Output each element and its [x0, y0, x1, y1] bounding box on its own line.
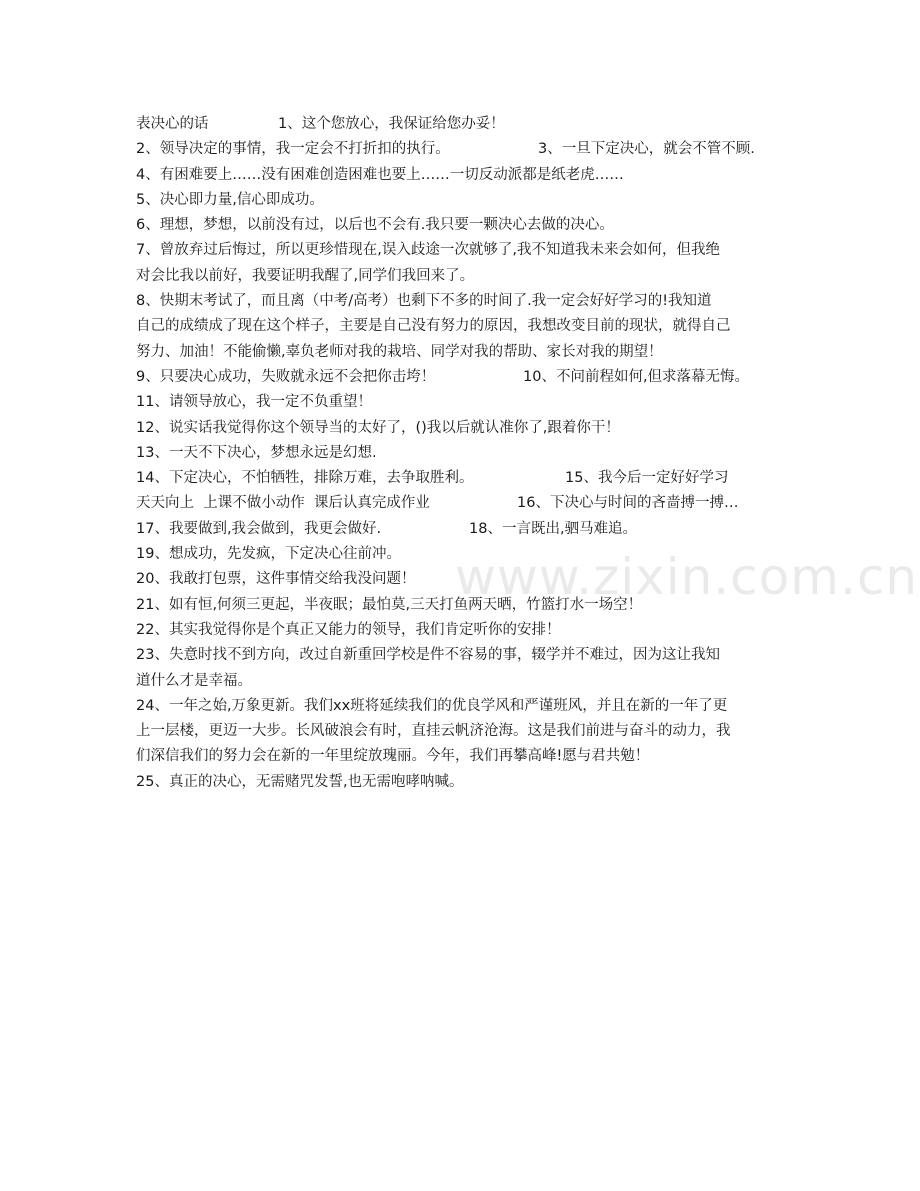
item-text: 12、说实话我觉得你这个领导当的太好了，()我以后就认准你了,跟着你干！ — [136, 419, 620, 436]
item-text: 2、领导决定的事情，我一定会不打折扣的执行。 — [136, 141, 450, 158]
item-text: 3、一旦下定决心，就会不管不顾. — [538, 141, 755, 158]
item-text: 15、我今后一定好好学习 — [565, 470, 729, 487]
text-line — [136, 188, 796, 213]
text-line — [136, 567, 796, 592]
item-text: 14、下定决心，不怕牺牲，排除万难，去争取胜利。 — [136, 470, 474, 487]
item-text: 25、真正的决心，无需赌咒发誓,也无需咆哮呐喊。 — [136, 773, 464, 790]
text-line — [136, 264, 796, 289]
item-text: 16、下决心与时间的吝啬搏一搏… — [517, 495, 739, 512]
item-text: 20、我敢打包票，这件事情交给我没问题！ — [136, 571, 416, 588]
text-line — [136, 163, 796, 188]
text-line — [136, 618, 796, 643]
item-text: 对会比我以前好，我要证明我醒了,同学们我回来了。 — [136, 267, 475, 284]
item-text: 22、其实我觉得你是个真正又能力的领导，我们肯定听你的安排！ — [136, 621, 561, 638]
item-text: 1、这个您放心，我保证给您办妥！ — [278, 116, 505, 132]
text-line — [136, 744, 796, 769]
watermark-text: www.zixin.com.cn — [455, 548, 919, 606]
item-text: 24、一年之始,万象更新。我们xx班将延续我们的优良学风和严谨班风，并且在新的一年了更 — [136, 697, 728, 714]
heading-text: 表决心的话 — [136, 116, 209, 132]
text-line — [136, 643, 796, 668]
text-line — [136, 491, 796, 516]
item-text: 19、想成功，先发疯，下定决心往前冲。 — [136, 546, 401, 563]
text-line — [136, 719, 796, 744]
text-line — [136, 694, 796, 719]
item-text: 17、我要做到,我会做到，我更会做好. — [136, 520, 382, 537]
text-line — [136, 466, 796, 491]
text-line — [136, 112, 796, 137]
text-line — [136, 213, 796, 238]
item-text: 9、只要决心成功，失败就永远不会把你击垮！ — [136, 368, 436, 385]
item-text: 天天向上 上课不做小动作 课后认真完成作业 — [136, 495, 430, 512]
item-text: 自己的成绩成了现在这个样子，主要是自己没有努力的原因，我想改变目前的现状，就得自己 — [136, 318, 731, 335]
item-text: 10、不问前程如何,但求落幕无悔。 — [523, 368, 750, 385]
item-text: 18、一言既出,驷马难追。 — [469, 520, 638, 537]
item-text: 上一层楼，更迈一大步。长风破浪会有时，直挂云帆济沧海。这是我们前进与奋斗的动力，我 — [136, 723, 731, 740]
text-line — [136, 542, 796, 567]
text-line — [136, 238, 796, 263]
item-text: 4、有困难要上……没有困难创造困难也要上……一切反动派都是纸老虎…… — [136, 166, 624, 183]
text-line — [136, 441, 796, 466]
text-line — [136, 314, 796, 339]
item-text: 6、理想，梦想，以前没有过，以后也不会有.我只要一颗决心去做的决心。 — [136, 217, 614, 234]
item-text: 23、失意时找不到方向，改过自新重回学校是件不容易的事，辍学并不难过，因为这让我知 — [136, 647, 720, 664]
text-line — [136, 365, 796, 390]
text-line — [136, 416, 796, 441]
text-line — [136, 340, 796, 365]
text-line — [136, 669, 796, 694]
item-text: 道什么才是幸福。 — [136, 672, 252, 689]
text-line — [136, 593, 796, 618]
item-text: 7、曾放弃过后悔过，所以更珍惜现在,误入歧途一次就够了,我不知道我未来会如何，但我绝 — [136, 242, 720, 259]
item-text: 们深信我们的努力会在新的一年里绽放瑰丽。今年，我们再攀高峰!愿与君共勉！ — [136, 748, 650, 765]
text-line — [136, 517, 796, 542]
text-line — [136, 390, 796, 415]
item-text: 努力、加油！不能偷懒,辜负老师对我的栽培、同学对我的帮助、家长对我的期望！ — [136, 343, 663, 360]
text-line — [136, 770, 796, 795]
item-text: 8、快期末考试了，而且离（中考/高考）也剩下不多的时间了.我一定会好好学习的!我知道 — [136, 293, 712, 310]
item-text: 21、如有恒,何须三更起，半夜眠；最怕莫,三天打鱼两天晒，竹篮打水一场空！ — [136, 596, 643, 613]
item-text: 5、决心即力量,信心即成功。 — [136, 191, 324, 208]
item-text: 11、请领导放心，我一定不负重望！ — [136, 394, 372, 411]
text-line — [136, 137, 796, 162]
document-body — [136, 112, 796, 795]
item-text: 13、一天不下决心，梦想永远是幻想. — [136, 444, 377, 461]
text-line — [136, 289, 796, 314]
